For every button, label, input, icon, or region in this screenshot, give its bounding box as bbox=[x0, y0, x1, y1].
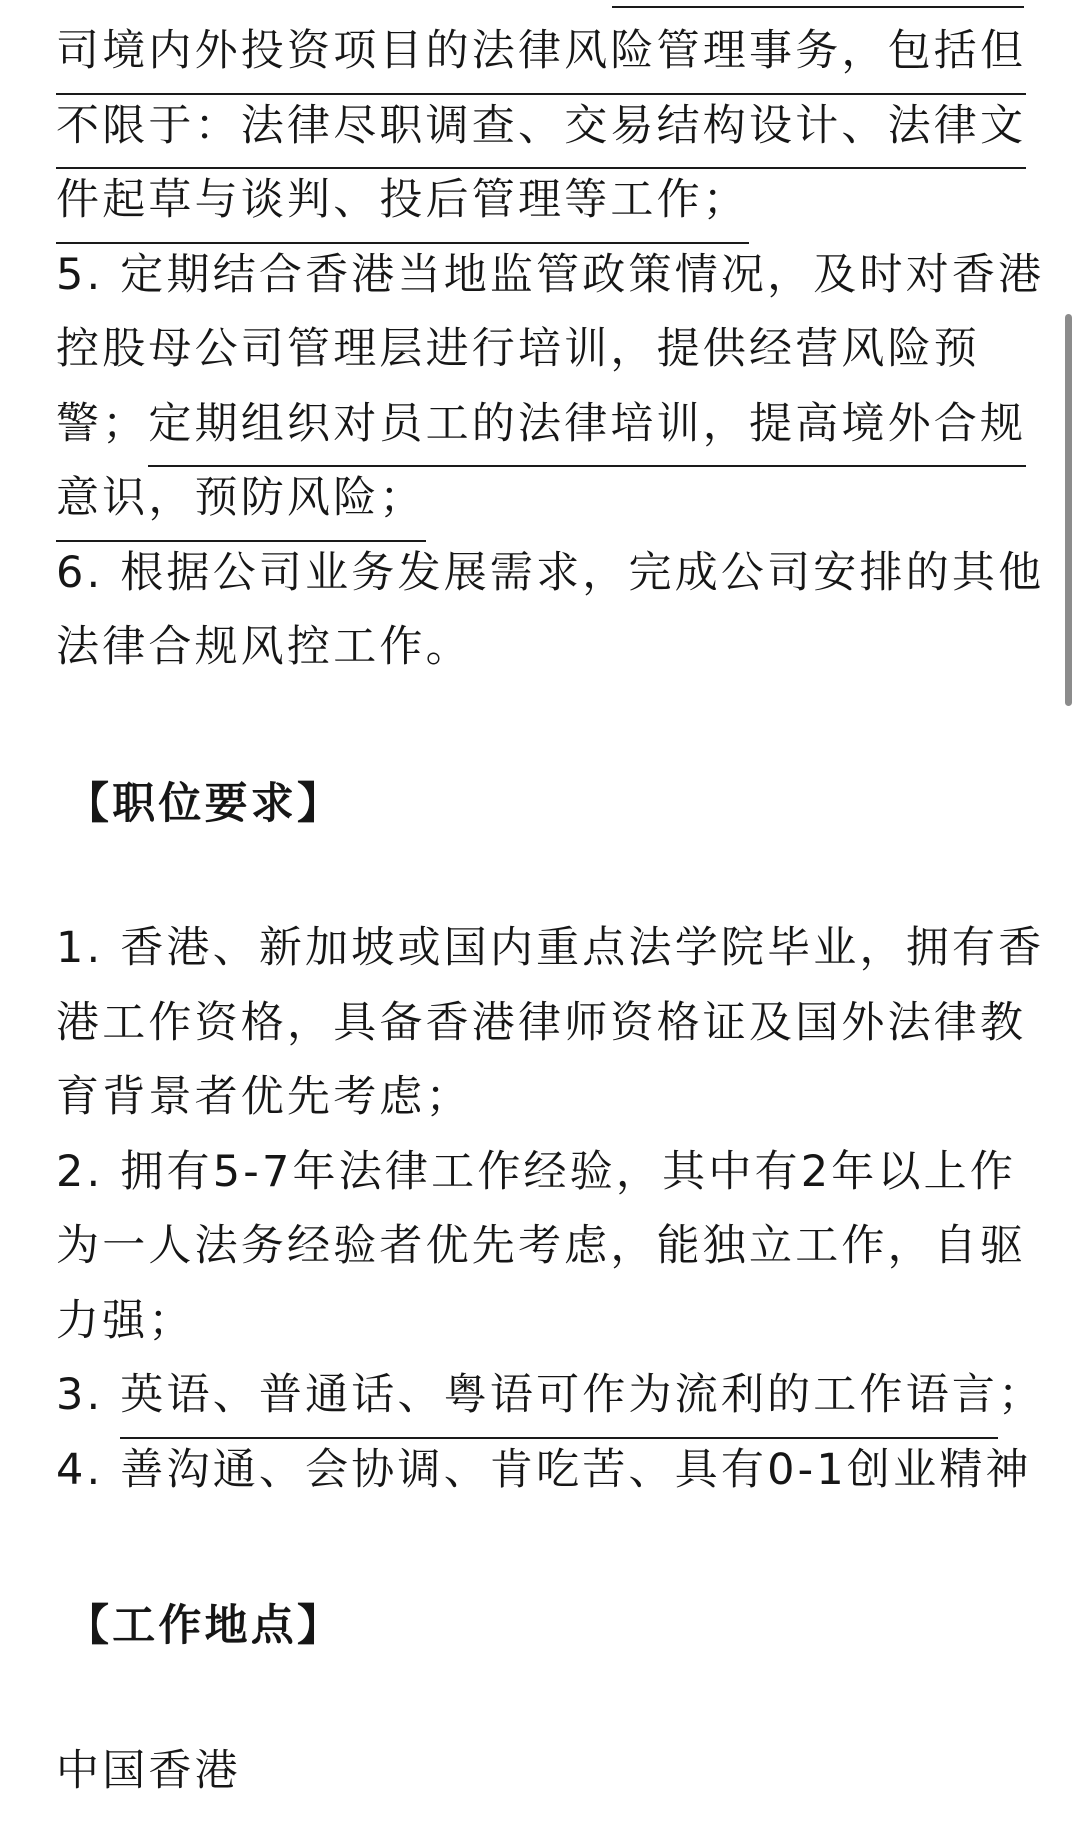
duty-text: 控股母公司管理层进行培训，提供经营风险预 bbox=[56, 324, 980, 374]
duty-text-underlined: 定期组织对员工的法律培训，提高境外合规 bbox=[148, 387, 1026, 468]
duty-text-underlined: 意识，预防风险； bbox=[56, 461, 426, 542]
duty-item-6 bbox=[56, 536, 1045, 685]
requirement-item-1 bbox=[56, 911, 1045, 1135]
duty-text: 5. 定期结合香港当地监管政策情况，及时对香港 bbox=[56, 249, 1045, 300]
duty-text: 警； bbox=[56, 398, 149, 449]
requirement-text: 港工作资格，具备香港律师资格证及国外法律教 bbox=[56, 997, 1027, 1048]
job-description bbox=[56, 0, 1045, 1808]
requirement-text: ； bbox=[998, 1370, 1045, 1420]
requirement-text: 4. 善沟通、会协调、肯吃苦、具有0-1创业精神 bbox=[56, 1444, 1032, 1495]
requirement-text: 育背景者优先考虑； bbox=[56, 1072, 472, 1122]
location-value: 中国香港 bbox=[56, 1745, 241, 1796]
requirement-text: 1. 香港、新加坡或国内重点法学院毕业，拥有香 bbox=[56, 923, 1045, 973]
location-heading: 【工作地点】 bbox=[66, 1601, 344, 1651]
requirement-text: 力强； bbox=[56, 1295, 195, 1346]
duty-text-underlined: 件起草与谈判、投后管理等工作； bbox=[56, 163, 749, 244]
duty-text: 法律合规风控工作。 bbox=[56, 622, 472, 672]
duty-item-5 bbox=[56, 238, 1045, 536]
requirement-number: 3. bbox=[56, 1370, 121, 1420]
duty-text: 6. 根据公司业务发展需求，完成公司安排的其他 bbox=[56, 547, 1045, 598]
vertical-scrollbar[interactable] bbox=[1065, 314, 1072, 706]
requirement-item-2 bbox=[56, 1135, 1027, 1359]
duty-text-underlined: 司境内外投资项目的法律风险管理事务，包括但 bbox=[56, 14, 1026, 95]
requirement-item-4 bbox=[56, 1433, 1032, 1508]
requirement-text-underlined: 英语、普通话、粤语可作为流利的工作语言 bbox=[120, 1358, 998, 1439]
duty-text-underlined: 不限于：法律尽职调查、交易结构设计、法律文 bbox=[56, 89, 1026, 170]
duty-item-4 bbox=[56, 14, 1027, 238]
requirements-heading: 【职位要求】 bbox=[66, 778, 344, 829]
requirement-text: 为一人法务经验者优先考虑，能独立工作，自驱 bbox=[56, 1221, 1027, 1271]
requirement-item-3 bbox=[56, 1358, 1045, 1433]
requirement-text: 2. 拥有5-7年法律工作经验，其中有2年以上作 bbox=[56, 1146, 1017, 1197]
